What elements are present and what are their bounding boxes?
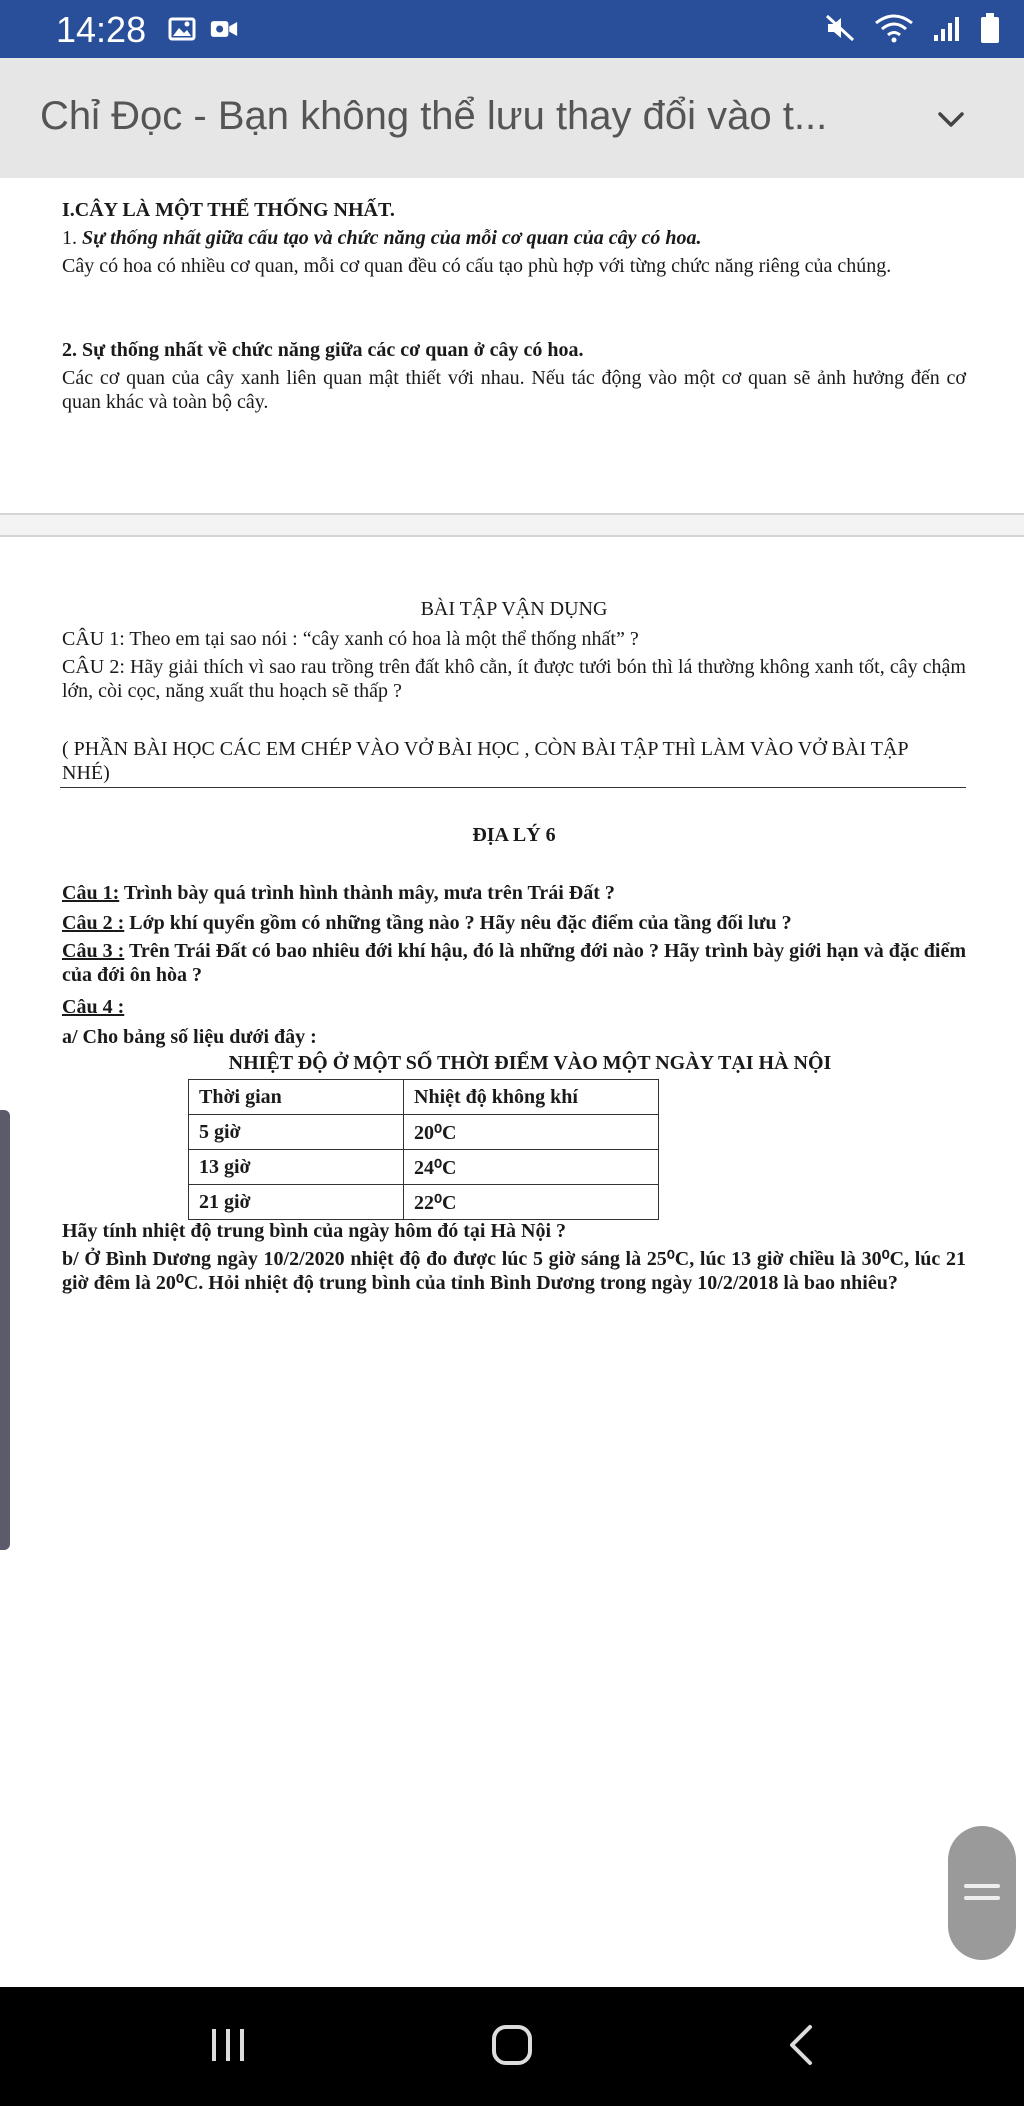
read-only-title[interactable]: Chỉ Đọc - Bạn không thể lưu thay đổi vào t... — [40, 94, 828, 138]
question-4a-ask: Hãy tính nhiệt độ trung bình của ngày hôm đó tại Hà Nội ? — [62, 1220, 566, 1242]
chevron-down-icon[interactable] — [934, 102, 968, 136]
question-4-label: Câu 4 : — [62, 996, 125, 1018]
exercise-question-2: CÂU 2: Hãy giải thích vì sao rau trồng trên đất khô cằn, ít được tưới bón thì lá thường không xanh tốt, cây chậm lớn, còi cọc, năng xuất thu hoạch sẽ thấp ? — [62, 656, 966, 702]
mute-icon — [824, 13, 856, 43]
question-2 — [62, 911, 966, 935]
recent-apps-icon[interactable] — [208, 2023, 248, 2067]
exercise-heading: BÀI TẬP VẬN DỤNG — [420, 598, 608, 620]
status-time: 14:28 — [56, 9, 147, 50]
edge-panel-handle[interactable] — [0, 1110, 10, 1550]
subsection-1-title — [62, 226, 966, 250]
scroll-grip-line — [964, 1896, 1000, 1900]
table-row — [189, 1115, 659, 1150]
status-right-icons — [824, 12, 1000, 44]
question-1-text: Trình bày quá trình hình thành mây, mưa trên Trái Đất ? — [119, 882, 615, 904]
page-gap — [0, 515, 1024, 537]
navigation-bar — [0, 1987, 1024, 2106]
table-title: NHIỆT ĐỘ Ở MỘT SỐ THỜI ĐIỂM VÀO MỘT NGÀY TẠI HÀ NỘI — [228, 1052, 832, 1074]
instruction-note: ( PHẦN BÀI HỌC CÁC EM CHÉP VÀO VỞ BÀI HỌC , CÒN BÀI TẬP THÌ LÀM VÀO VỞ BÀI TẬP NHÉ) — [62, 738, 908, 784]
question-4b: b/ Ở Bình Dương ngày 10/2/2020 nhiệt độ đo được lúc 5 giờ sáng là 25⁰C, lúc 13 giờ chiều là 30⁰C, lúc 21 giờ đêm là 20⁰C. Hỏi nhiệt độ trung bình của tỉnh Bình Dương trong ngày 10/2/2018 là bao nhiêu? — [62, 1248, 966, 1294]
table-header-time: Thời gian — [189, 1080, 404, 1115]
question-1 — [62, 881, 966, 905]
question-4a: a/ Cho bảng số liệu dưới đây : — [62, 1026, 317, 1048]
table-cell-time: 5 giờ — [189, 1115, 404, 1150]
home-icon[interactable] — [490, 2023, 534, 2067]
scroll-thumb[interactable] — [948, 1826, 1016, 1960]
scroll-grip-line — [964, 1884, 1000, 1888]
document-title-bar[interactable] — [0, 58, 1024, 178]
table-cell-time: 13 giờ — [189, 1150, 404, 1185]
table-row — [189, 1150, 659, 1185]
question-3-text: Trên Trái Đất có bao nhiêu đới khí hậu, đó là những đới nào ? Hãy trình bày giới hạn và đặc điểm của đới ôn hòa ? — [62, 940, 966, 986]
exercise-question-1: CÂU 1: Theo em tại sao nói : “cây xanh có hoa là một thể thống nhất” ? — [62, 628, 639, 650]
signal-icon — [932, 13, 962, 43]
table-cell-temp: 20⁰C — [404, 1115, 659, 1150]
document-page-1 — [0, 178, 1024, 515]
question-2-text: Lớp khí quyển gồm có những tầng nào ? Hãy nêu đặc điểm của tầng đối lưu ? — [124, 912, 792, 934]
table-cell-temp: 22⁰C — [404, 1185, 659, 1220]
subsection-1-number: 1. — [62, 227, 77, 249]
wifi-icon — [874, 13, 914, 43]
status-left-icons — [168, 16, 238, 42]
subsection-1-title-text: Sự thống nhất giữa cấu tạo và chức năng của mỗi cơ quan của cây có hoa. — [82, 227, 702, 249]
question-4 — [62, 995, 966, 1019]
geography-heading: ĐỊA LÝ 6 — [472, 824, 556, 846]
table-row — [189, 1185, 659, 1220]
subsection-2-body: Các cơ quan của cây xanh liên quan mật thiết với nhau. Nếu tác động vào một cơ quan sẽ ảnh hưởng đến cơ quan khác và toàn bộ cây. — [62, 367, 966, 413]
section-heading: I.CÂY LÀ MỘT THỂ THỐNG NHẤT. — [62, 199, 395, 221]
table-header-temp: Nhiệt độ không khí — [404, 1080, 659, 1115]
question-3 — [62, 939, 966, 987]
subsection-2-title: 2. Sự thống nhất về chức năng giữa các cơ quan ở cây có hoa. — [62, 339, 584, 361]
divider — [60, 787, 966, 788]
question-1-label: Câu 1: — [62, 882, 120, 904]
temperature-table — [188, 1079, 659, 1220]
table-header-row — [189, 1080, 659, 1115]
battery-icon — [980, 12, 1000, 44]
subsection-1-body: Cây có hoa có nhiều cơ quan, mỗi cơ quan đều có cấu tạo phù hợp với từng chức năng riêng của chúng. — [62, 255, 892, 277]
document-page-2 — [0, 537, 1024, 1987]
question-3-label: Câu 3 : — [62, 940, 125, 962]
video-camera-icon — [210, 16, 238, 42]
back-icon[interactable] — [786, 2023, 816, 2067]
status-bar — [0, 0, 1024, 58]
table-cell-time: 21 giờ — [189, 1185, 404, 1220]
table-cell-temp: 24⁰C — [404, 1150, 659, 1185]
gallery-icon — [168, 16, 196, 42]
question-2-label: Câu 2 : — [62, 912, 125, 934]
